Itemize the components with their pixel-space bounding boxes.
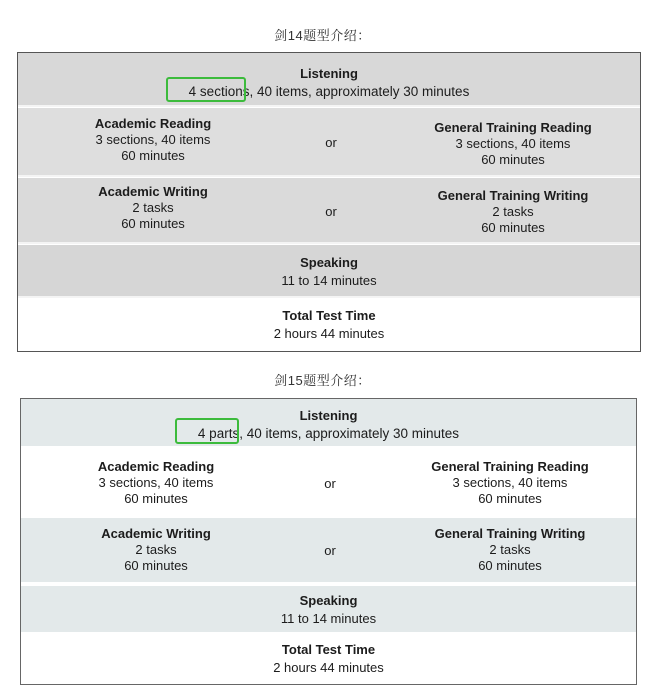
general-reading-time: 60 minutes	[481, 152, 545, 167]
writing-or: or	[325, 204, 337, 219]
speaking-detail: 11 to 14 minutes	[281, 273, 377, 288]
row-divider	[18, 175, 640, 177]
total-detail: 2 hours 44 minutes	[273, 660, 384, 675]
total-row	[21, 636, 636, 685]
reading-or: or	[325, 135, 337, 150]
reading-or: or	[324, 476, 336, 491]
row-divider	[18, 242, 640, 244]
academic-reading	[61, 459, 251, 507]
general-reading	[408, 120, 618, 168]
highlight-box	[175, 418, 239, 444]
general-writing-time: 60 minutes	[478, 558, 542, 573]
listening-detail-rest: 40 items, approximately 30 minutes	[242, 426, 460, 441]
total-title: Total Test Time	[282, 308, 376, 323]
listening-row	[18, 53, 640, 106]
writing-or: or	[324, 543, 336, 558]
academic-writing	[61, 526, 251, 574]
listening-detail-rest: 40 items, approximately 30 minutes	[253, 84, 470, 99]
general-writing-title: General Training Writing	[434, 526, 586, 541]
caption-cambridge-15: 剑15题型介绍：	[274, 373, 371, 388]
general-writing	[408, 188, 618, 236]
academic-writing	[58, 184, 248, 232]
speaking-title: Speaking	[300, 255, 358, 270]
row-divider	[21, 632, 636, 635]
highlight-box	[166, 77, 246, 102]
academic-reading-items: 3 sections, 40 items	[98, 475, 214, 490]
academic-reading-title: Academic Reading	[97, 459, 215, 474]
academic-writing-tasks: 2 tasks	[132, 200, 174, 215]
general-reading-time: 60 minutes	[478, 491, 542, 506]
academic-reading-time: 60 minutes	[124, 491, 188, 506]
academic-reading-title: Academic Reading	[94, 116, 212, 131]
speaking-detail: 11 to 14 minutes	[280, 611, 377, 626]
general-writing-title: General Training Writing	[437, 188, 589, 203]
listening-detail	[21, 426, 636, 442]
reading-row	[21, 450, 636, 515]
listening-row	[21, 399, 636, 447]
row-divider	[18, 105, 640, 107]
general-reading-items: 3 sections, 40 items	[455, 136, 571, 151]
row-divider	[21, 446, 636, 449]
general-writing-time: 60 minutes	[481, 220, 545, 235]
academic-writing-time: 60 minutes	[121, 216, 185, 231]
general-reading-items: 3 sections, 40 items	[452, 475, 568, 490]
ielts-format-table-15	[20, 398, 637, 685]
speaking-title: Speaking	[299, 593, 358, 608]
row-divider	[18, 296, 640, 298]
listening-parts-highlight: 4 parts,	[197, 426, 243, 441]
listening-title: Listening	[300, 66, 358, 81]
academic-writing-title: Academic Writing	[101, 526, 211, 541]
general-reading	[405, 459, 615, 507]
general-reading-title: General Training Reading	[431, 459, 589, 474]
total-title: Total Test Time	[281, 642, 376, 657]
academic-writing-tasks: 2 tasks	[135, 542, 177, 557]
speaking-row	[21, 586, 636, 633]
writing-row	[21, 518, 636, 583]
listening-sections-highlight: 4 sections,	[188, 84, 254, 99]
writing-row	[18, 178, 640, 243]
academic-reading-items: 3 sections, 40 items	[95, 132, 211, 147]
total-detail: 2 hours 44 minutes	[273, 326, 385, 341]
listening-detail	[18, 84, 640, 100]
academic-reading-time: 60 minutes	[121, 148, 185, 163]
row-divider	[21, 582, 636, 585]
caption-cambridge-14: 剑14题型介绍：	[274, 28, 371, 43]
total-row	[18, 299, 640, 352]
academic-reading	[58, 116, 248, 164]
academic-writing-title: Academic Writing	[98, 184, 208, 199]
ielts-format-table-14	[17, 52, 641, 352]
general-writing-tasks: 2 tasks	[492, 204, 534, 219]
general-writing	[405, 526, 615, 574]
listening-title: Listening	[299, 408, 358, 423]
reading-row	[18, 108, 640, 176]
speaking-row	[18, 245, 640, 297]
academic-writing-time: 60 minutes	[124, 558, 188, 573]
row-divider	[21, 514, 636, 517]
general-reading-title: General Training Reading	[434, 120, 592, 135]
general-writing-tasks: 2 tasks	[489, 542, 531, 557]
